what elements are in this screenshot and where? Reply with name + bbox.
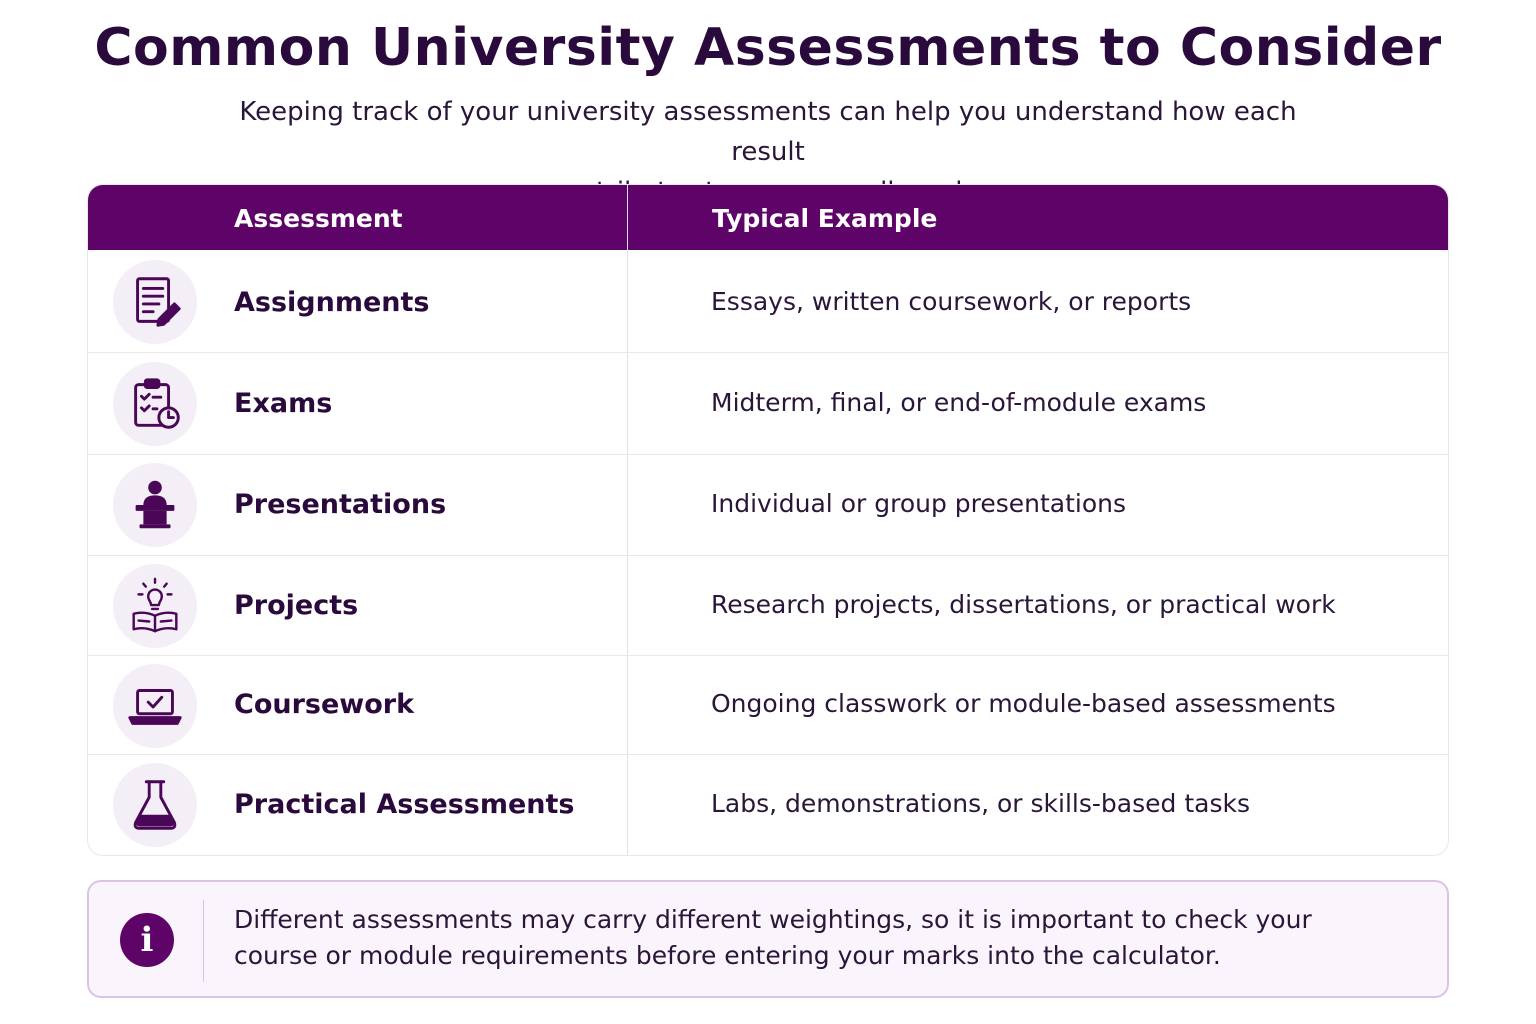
assessment-example: Individual or group presentations (711, 489, 1127, 518)
lightbulb-book-icon (113, 564, 197, 648)
laptop-check-icon (113, 664, 197, 748)
note-divider (203, 900, 204, 982)
table-header (88, 185, 1448, 250)
assessment-example: Labs, demonstrations, or skills-based tasks (711, 789, 1250, 818)
assessment-name: Exams (234, 388, 333, 419)
table-row (88, 250, 1448, 351)
assessments-table (87, 184, 1449, 856)
clipboard-clock-icon (113, 362, 197, 446)
note-line-2: course or module requirements before entering your marks into the calculator. (234, 941, 1221, 970)
table-row (88, 656, 1448, 757)
assessment-name: Practical Assessments (234, 789, 575, 820)
info-note (87, 880, 1449, 998)
subtitle-line-1: Keeping track of your university assessments can help you understand how each result (239, 97, 1297, 167)
column-header-assessment: Assessment (234, 204, 403, 233)
document-pencil-icon (113, 260, 197, 344)
info-icon: i (120, 913, 174, 967)
assessment-name: Coursework (234, 689, 415, 720)
assessment-name: Assignments (234, 287, 430, 318)
column-header-example: Typical Example (712, 204, 938, 233)
assessment-name: Projects (234, 590, 359, 621)
presenter-podium-icon (113, 463, 197, 547)
assessment-example: Ongoing classwork or module-based assessments (711, 689, 1336, 718)
flask-icon (113, 763, 197, 847)
note-line-1: Different assessments may carry different weightings, so it is important to check your (234, 905, 1312, 934)
table-row (88, 455, 1448, 556)
table-row (88, 556, 1448, 657)
assessment-example: Research projects, dissertations, or practical work (711, 590, 1336, 619)
table-row (88, 353, 1448, 454)
assessment-example: Midterm, final, or end-of-module exams (711, 388, 1207, 417)
assessment-name: Presentations (234, 489, 447, 520)
page-title: Common University Assessments to Consider (94, 18, 1442, 78)
table-row (88, 755, 1448, 856)
assessment-example: Essays, written coursework, or reports (711, 287, 1192, 316)
note-text (234, 902, 1414, 974)
